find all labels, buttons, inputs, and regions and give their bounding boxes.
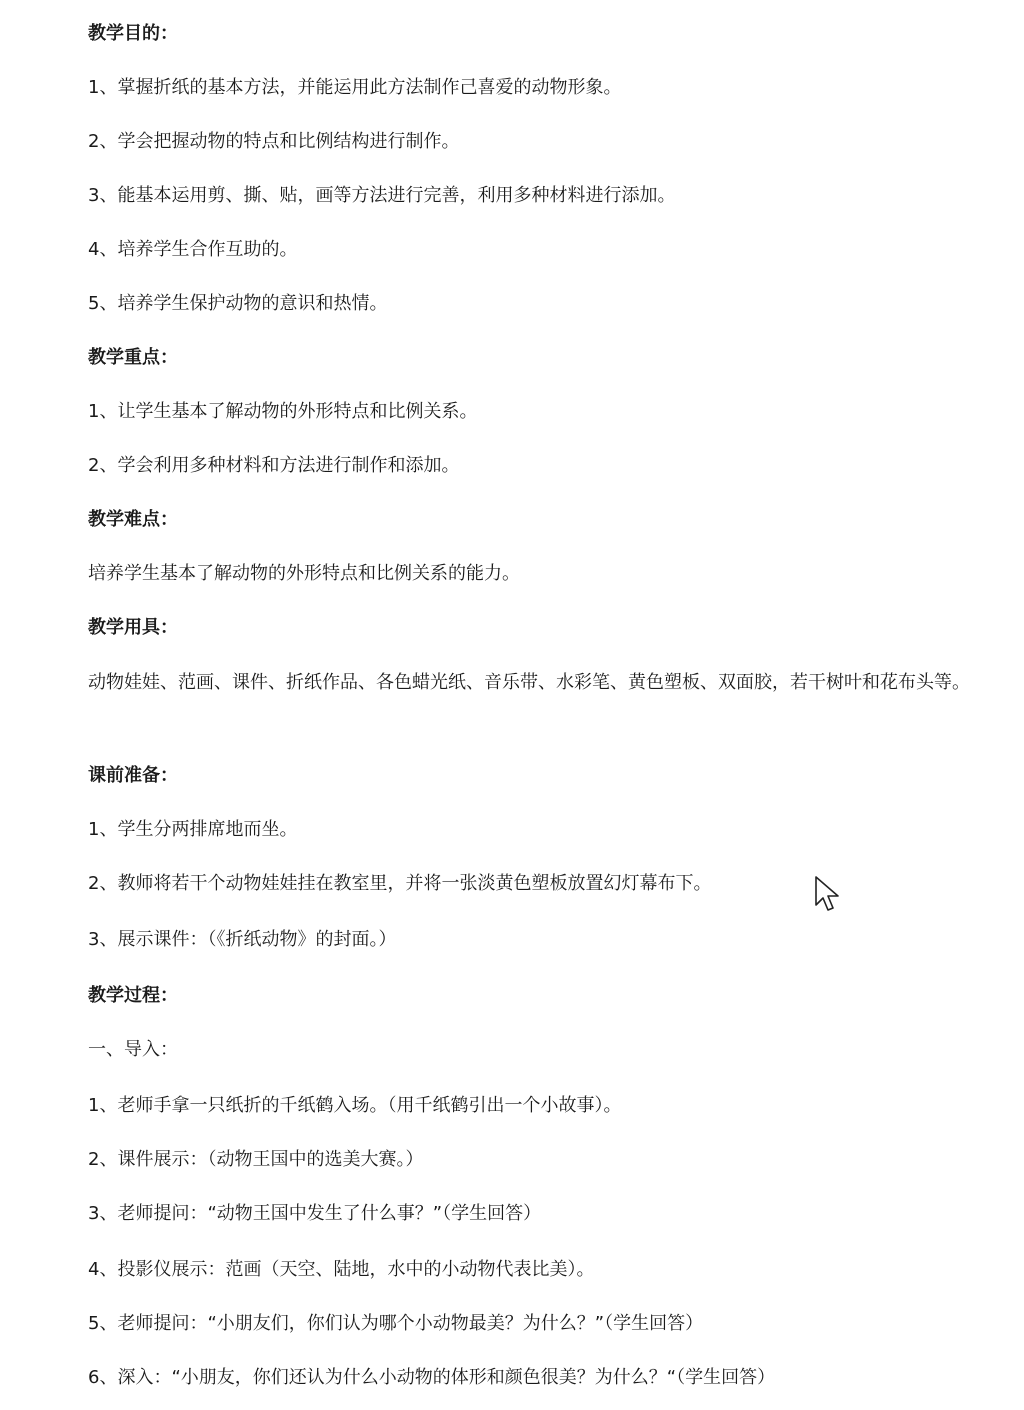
preparation-item-2: 2、教师将若干个动物娃娃挂在教室里，并将一张淡黄色塑板放置幻灯幕布下。: [88, 873, 712, 894]
process-item-2: 2、课件展示：（动物王国中的选美大赛。）: [88, 1149, 424, 1170]
key-point-item-2: 2、学会利用多种材料和方法进行制作和添加。: [88, 455, 460, 476]
preparation-heading: 课前准备：: [88, 765, 178, 786]
process-item-4: 4、投影仪展示：范画（天空、陆地，水中的小动物代表比美）。: [88, 1259, 595, 1280]
preparation-item-3: 3、展示课件：（《折纸动物》的封面。）: [88, 929, 397, 950]
objective-item-1: 1、掌握折纸的基本方法，并能运用此方法制作己喜爱的动物形象。: [88, 77, 622, 98]
objective-item-4: 4、培养学生合作互助的。: [88, 239, 298, 260]
process-item-1: 1、老师手拿一只纸折的千纸鹤入场。（用千纸鹤引出一个小故事）。: [88, 1095, 622, 1116]
process-item-6: 6、深入：“小朋友，你们还认为什么小动物的体形和颜色很美？为什么？“（学生回答）: [88, 1367, 776, 1388]
objective-item-2: 2、学会把握动物的特点和比例结构进行制作。: [88, 131, 460, 152]
difficulties-text: 培养学生基本了解动物的外形特点和比例关系的能力。: [88, 563, 520, 584]
process-item-5: 5、老师提问：“小朋友们，你们认为哪个小动物最美？为什么？”（学生回答）: [88, 1313, 704, 1334]
objective-item-5: 5、培养学生保护动物的意识和热情。: [88, 293, 388, 314]
process-heading: 教学过程：: [88, 985, 178, 1006]
preparation-item-1: 1、学生分两排席地而坐。: [88, 819, 298, 840]
tools-text: 动物娃娃、范画、课件、折纸作品、各色蜡光纸、音乐带、水彩笔、黄色塑板、双面胶，若干树叶和花布头等。: [88, 672, 970, 693]
process-sub-heading: 一、导入：: [88, 1039, 178, 1060]
key-points-heading: 教学重点：: [88, 347, 178, 368]
objectives-heading: 教学目的：: [88, 23, 178, 44]
key-point-item-1: 1、让学生基本了解动物的外形特点和比例关系。: [88, 401, 478, 422]
process-item-3: 3、老师提问：“动物王国中发生了什么事？”（学生回答）: [88, 1203, 542, 1224]
difficulties-heading: 教学难点：: [88, 509, 178, 530]
mouse-pointer-icon: [814, 875, 842, 915]
tools-heading: 教学用具：: [88, 617, 178, 638]
objective-item-3: 3、能基本运用剪、撕、贴，画等方法进行完善，利用多种材料进行添加。: [88, 185, 676, 206]
